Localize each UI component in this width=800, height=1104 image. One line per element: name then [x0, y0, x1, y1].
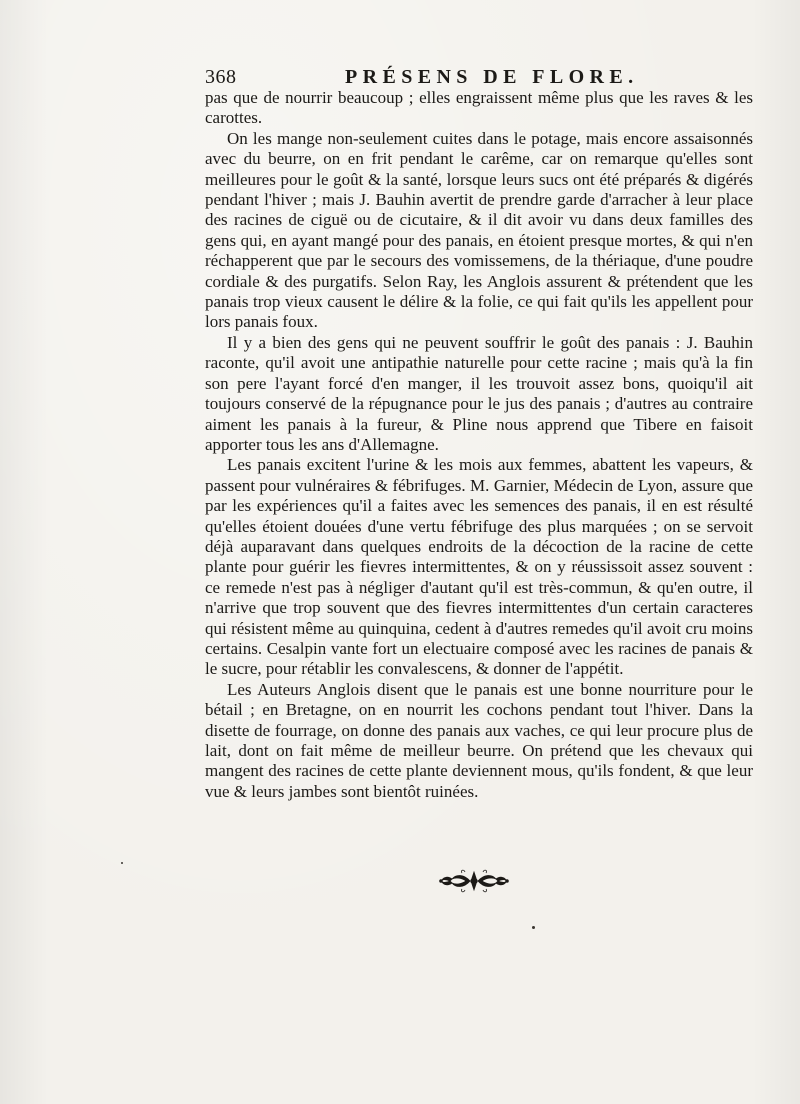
floral-fleuron-icon: [438, 868, 510, 894]
paragraph: Il y a bien des gens qui ne peuvent souffrir le goût des panais : J. Bauhin raconte, qu'il avoit une antipathie naturelle pour cette racine ; mais qu'à la fin son pere l'ayant forcé d'en manger, il les trouvoit assez bons, quoiqu'il ait toujours conservé de la répugnance pour le jus des panais ; d'autres au contraire aiment les panais à la fureur, & Pline nous apprend que Tibere en faisoit apporter tous les ans d'Allemagne.: [205, 332, 753, 454]
paragraph: On les mange non-seulement cuites dans le potage, mais encore assaisonnés avec du beurre, on en frit pendant le carême, car on remarque qu'elles sont meilleures pour le goût & la santé, lorsque leurs sucs ont été préparés & digérés pendant l'hiver ; mais J. Bauhin avertit de prendre garde d'arracher à leur place des racines de ciguë ou de cicutaire, & il dit avoir vu dans deux familles des gens qui, en ayant mangé pour des panais, en étoient presque mortes, & qui n'en réchapperent que par le secours des vomissemens, de la thériaque, d'une poudre cordiale & des purgatifs. Selon Ray, les Anglois assurent & prétendent que les panais trop vieux causent le délire & la folie, ce qui fait qu'ils les appellent pour lors panais foux.: [205, 128, 753, 332]
ink-speck: [121, 862, 123, 864]
body-text: [205, 88, 753, 802]
paragraph-continuation: pas que de nourrir beaucoup ; elles engraissent même plus que les raves & les carottes.: [205, 88, 753, 128]
page-number: 368: [205, 66, 237, 88]
paragraph: Les panais excitent l'urine & les mois aux femmes, abattent les vapeurs, & passent pour vulnéraires & fébrifuges. M. Garnier, Médecin de Lyon, assure que par les expériences qu'il a faites avec les semences des panais, il en est résulté qu'elles étoient douées d'une vertu fébrifuge des plus marquées ; on se servoit déjà auparavant dans quelques endroits de la décoction de la racine de cette plante pour guérir les fievres intermittentes, & on y réussissoit assez souvent : ce remede n'est pas à négliger d'autant qu'il est très-commun, & qu'en outre, il n'arrive que trop souvent que des fievres intermittentes d'un certain caracteres qui résistent même au quinquina, cedent à d'autres remedes qu'il avoit cru moins certains. Cesalpin vante fort un electuaire composé avec les racines de panais & le sucre, pour rétablir les convalescens, & donner de l'appétit.: [205, 455, 753, 679]
running-title: PRÉSENS DE FLORE.: [345, 66, 639, 88]
paragraph: Les Auteurs Anglois disent que le panais est une bonne nourriture pour le bétail ; en Bretagne, on en nourrit les cochons pendant tout l'hiver. Dans la disette de fourrage, on donne des panais aux vaches, ce qui leur procure plus de lait, dont on fait même de meilleur beurre. On prétend que les chevaux qui mangent des racines de cette plante deviennent mous, qu'ils fondent, & que leur vue & leurs jambes sont bientôt ruinées.: [205, 679, 753, 801]
ink-speck: [532, 926, 535, 929]
